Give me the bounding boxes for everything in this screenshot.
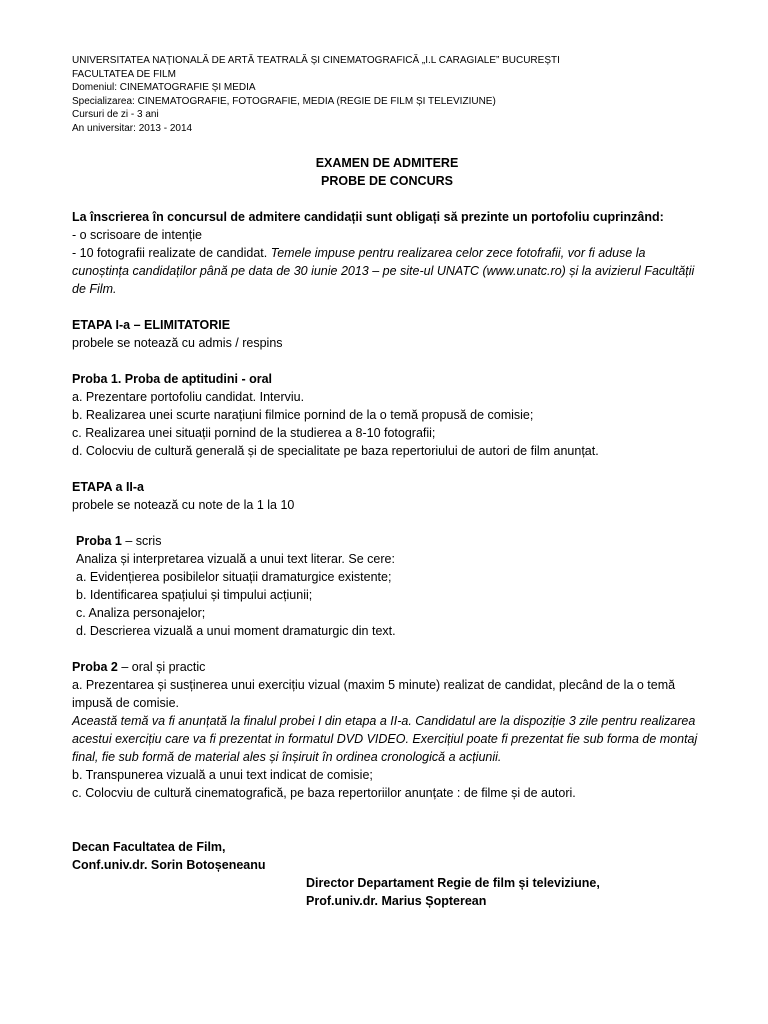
etapa2-proba1-heading xyxy=(76,532,702,550)
proba1-item: a. Evidențierea posibilelor situații dramaturgice existente; xyxy=(76,569,392,584)
proba2-item-b: b. Transpunerea vizuală a unui text indicat de comisie; xyxy=(72,767,373,782)
title-line-2: PROBE DE CONCURS xyxy=(321,173,453,188)
portfolio-item-letter: - o scrisoare de intenție xyxy=(72,227,202,242)
dean-title: Decan Facultatea de Film, xyxy=(72,839,226,854)
photos-requirement: - 10 fotografii realizate de candidat. xyxy=(72,245,271,260)
specialization-line: Specializarea: CINEMATOGRAFIE, FOTOGRAFIE, MEDIA (REGIE DE FILM ȘI TELEVIZIUNE) xyxy=(72,95,496,107)
university-name: UNIVERSITATEA NAȚIONALĂ DE ARTĂ TEATRALĂ ȘI CINEMATOGRAFICĂ „I.L CARAGIALE” BUCUREȘTI xyxy=(72,55,560,66)
etapa2-proba2-heading xyxy=(72,658,702,676)
etapa1-item: a. Prezentare portofoliu candidat. Interviu. xyxy=(72,389,305,404)
proba2-item-c: c. Colocviu de cultură cinematografică, pe baza repertoriilor anunțate : de filme și de autori. xyxy=(72,785,576,800)
document-page xyxy=(72,54,702,910)
proba1-item: d. Descrierea vizuală a unui moment dramaturgic din text. xyxy=(76,623,396,638)
domain-line: Domeniul: CINEMATOGRAFIE ȘI MEDIA xyxy=(72,82,256,94)
director-signature-block xyxy=(72,874,702,910)
etapa1-grading-note: probele se notează cu admis / respins xyxy=(72,335,283,350)
etapa1-item: c. Realizarea unei situații pornind de la studierea a 8-10 fotografii; xyxy=(72,425,436,440)
faculty-name: FACULTATEA DE FILM xyxy=(72,68,176,80)
title-line-1: EXAMEN DE ADMITERE xyxy=(315,155,459,170)
proba2-italic-note: Această temă va fi anunțată la finalul probei I din etapa a II-a. Candidatul are la dispoziție 3 zile pentru realizarea acestui exercițiu care va fi prezentat in formatul DVD VIDEO. Exercițiul poate fi prezentat fie sub forma de montaj final, fie sub formă de material ales și înșiruit în ordinea cronologică a acțiunii. xyxy=(72,713,698,764)
portfolio-item-photos xyxy=(72,244,702,298)
document-header xyxy=(72,54,702,136)
etapa1-item: b. Realizarea unei scurte narațiuni filmice pornind de la o temă propusă de comisie; xyxy=(72,407,534,422)
proba1-type: – scris xyxy=(121,533,162,548)
etapa1-heading: ETAPA I-a – ELIMITATORIE xyxy=(72,317,231,332)
dean-name: Conf.univ.dr. Sorin Botoșeneanu xyxy=(72,857,266,872)
dean-signature-block xyxy=(72,838,702,874)
academic-year-line: An universitar: 2013 - 2014 xyxy=(72,122,193,134)
course-type-line: Cursuri de zi - 3 ani xyxy=(72,109,159,121)
proba2-type: – oral și practic xyxy=(117,659,206,674)
etapa2-grading-note: probele se notează cu note de la 1 la 10 xyxy=(72,497,295,512)
proba2-item-a: a. Prezentarea și susținerea unui exercițiu vizual (maxim 5 minute) realizat de candidat, plecând de la o temă impusă de comisie. xyxy=(72,677,676,710)
photos-note: Temele impuse pentru realizarea celor zece fotofrafii, vor fi aduse la cunoștința candidaților până pe data de 30 iunie 2013 – pe site-ul UNATC (www.unatc.ro) și la avizierul Facultății de Film. xyxy=(72,245,695,296)
proba1-label: Proba 1 xyxy=(76,533,122,548)
document-title xyxy=(72,154,702,190)
proba2-label: Proba 2 xyxy=(72,659,118,674)
portfolio-heading: La înscrierea în concursul de admitere candidații sunt obligați să prezinte un portofoliu cuprinzând: xyxy=(72,209,664,224)
etapa1-proba-heading: Proba 1. Proba de aptitudini - oral xyxy=(72,371,273,386)
proba1-intro: Analiza și interpretarea vizuală a unui text literar. Se cere: xyxy=(76,551,395,566)
director-title: Director Departament Regie de film și televiziune, xyxy=(306,875,600,890)
proba1-item: c. Analiza personajelor; xyxy=(76,605,206,620)
etapa2-heading: ETAPA a II-a xyxy=(72,479,145,494)
director-name: Prof.univ.dr. Marius Șopterean xyxy=(306,893,487,908)
proba1-item: b. Identificarea spațiului și timpului acțiunii; xyxy=(76,587,313,602)
etapa1-item: d. Colocviu de cultură generală și de specialitate pe baza repertoriului de autori de film anunțat. xyxy=(72,443,599,458)
